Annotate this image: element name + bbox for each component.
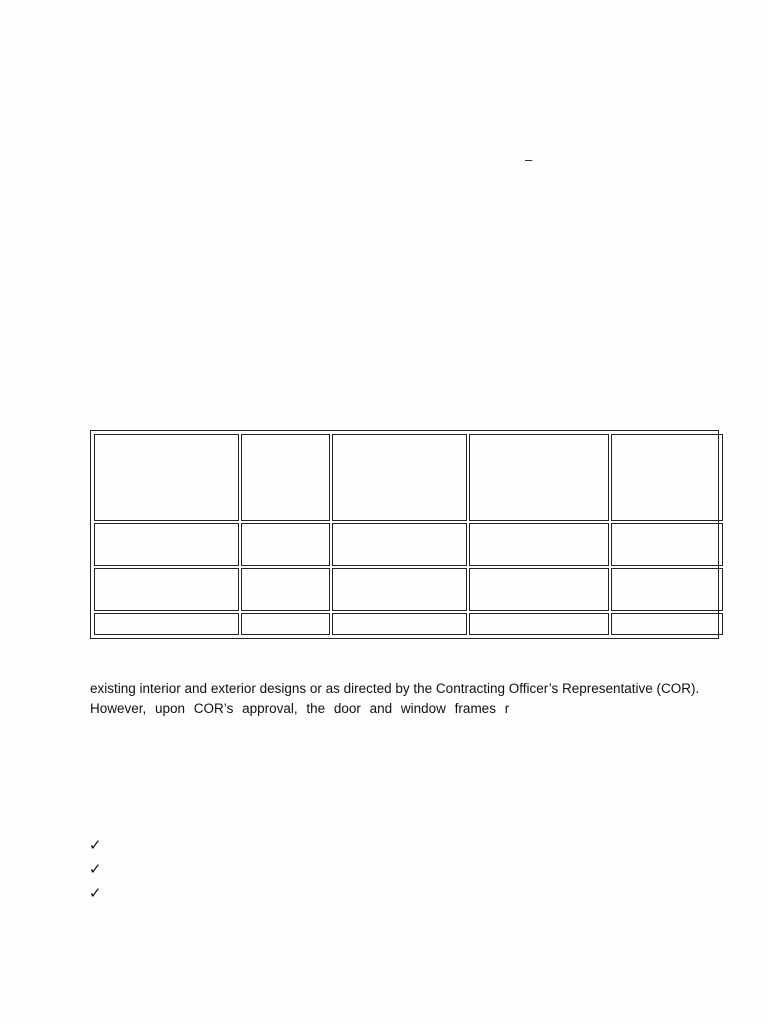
table-cell: [94, 568, 239, 611]
table-cell: [332, 613, 467, 635]
checkmark-icon: ✓: [89, 885, 102, 902]
checklist: [89, 834, 102, 906]
table-cell: [241, 613, 330, 635]
table-row: [94, 434, 723, 521]
table-cell: [611, 568, 723, 611]
checkmark-icon: ✓: [89, 837, 102, 854]
header-dash: –: [525, 152, 533, 167]
checkmark-icon: ✓: [89, 861, 102, 878]
table-cell: [611, 613, 723, 635]
table-cell: [611, 523, 723, 566]
table-cell: [94, 523, 239, 566]
paragraph-line-1: existing interior and exterior designs or as directed by the Contracting Officer’s Representative (COR).: [90, 681, 700, 696]
table-row: [94, 613, 723, 635]
table-cell: [94, 613, 239, 635]
table-row: [94, 568, 723, 611]
table-cell: [241, 568, 330, 611]
table-cell: [332, 523, 467, 566]
table-cell: [332, 568, 467, 611]
paragraph-line-2: However, upon COR’s approval, the door and window frames r: [90, 701, 510, 716]
table-cell: [241, 523, 330, 566]
table-cell: [332, 434, 467, 521]
table-row: [94, 523, 723, 566]
body-paragraph: [90, 679, 758, 719]
table-cell: [469, 523, 609, 566]
table-cell: [611, 434, 723, 521]
table-cell: [469, 568, 609, 611]
table-cell: [241, 434, 330, 521]
document-table: [90, 430, 719, 639]
table-cell: [469, 434, 609, 521]
table-cell: [469, 613, 609, 635]
table-cell: [94, 434, 239, 521]
